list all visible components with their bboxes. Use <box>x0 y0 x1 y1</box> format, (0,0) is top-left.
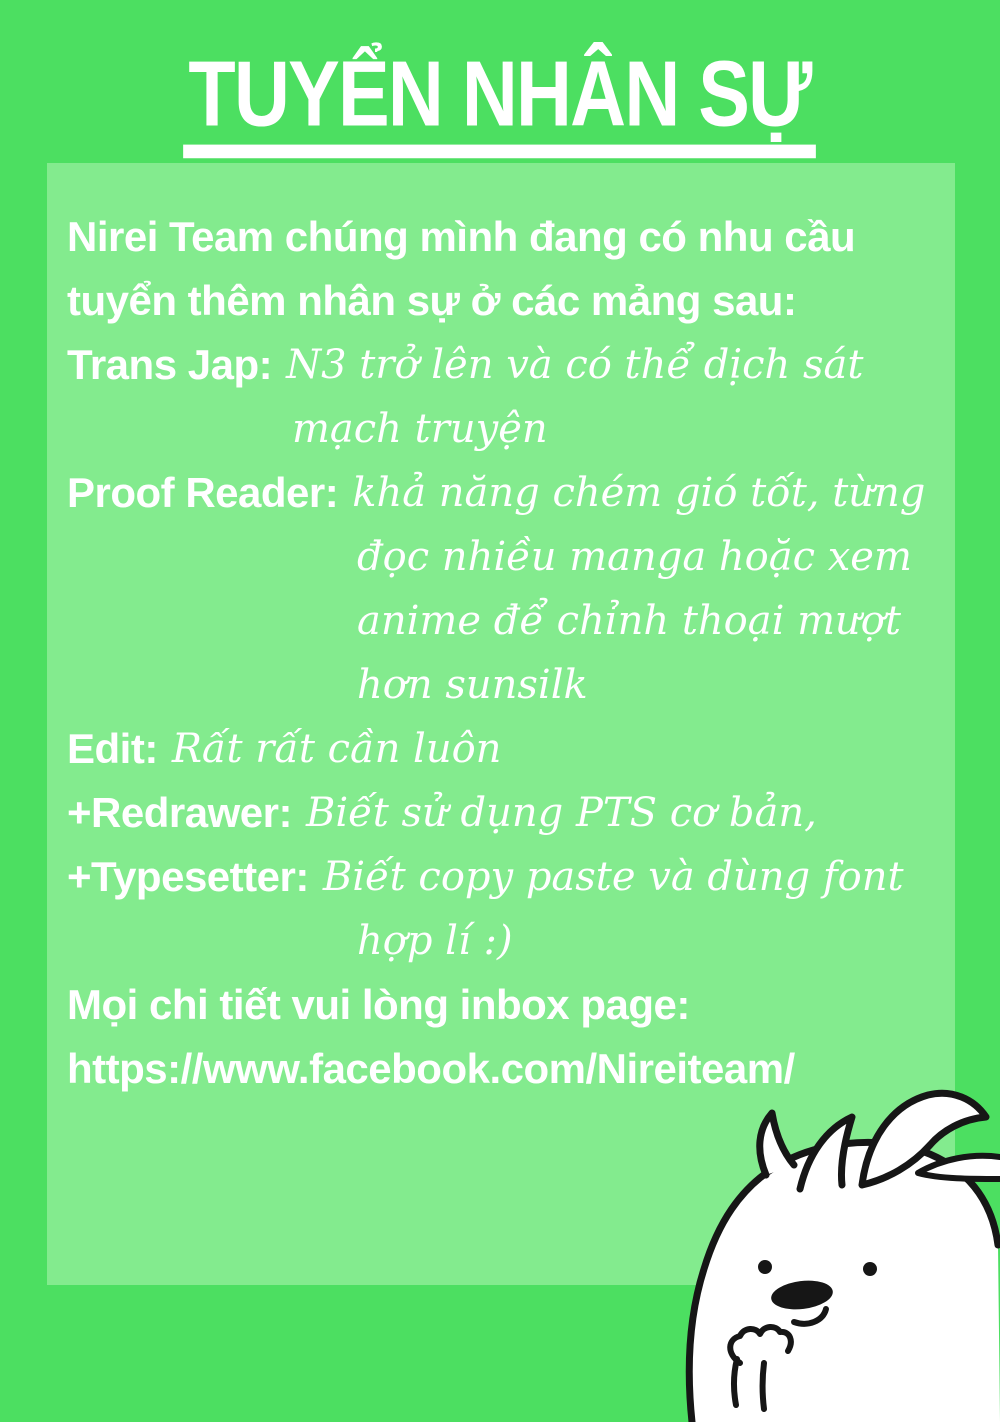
facebook-url-text: https://www.facebook.com/Nireiteam/ <box>67 1045 795 1092</box>
role-label: Proof Reader: <box>67 469 339 516</box>
role-line-proof-reader <box>67 653 935 717</box>
role-line-proof-reader <box>67 461 935 525</box>
mascot-character <box>680 1087 1000 1422</box>
intro-text: Nirei Team chúng mình đang có nhu cầu <box>67 213 856 260</box>
contact-line <box>67 973 935 1037</box>
role-desc: N3 trở lên và có thể dịch sát <box>286 342 864 388</box>
role-desc: Biết copy paste và dùng font <box>322 854 904 900</box>
mascot-arm-line-right <box>763 1363 765 1409</box>
role-desc: đọc nhiều manga hoặc xem <box>357 534 912 580</box>
mascot-arm-line-left <box>734 1359 737 1405</box>
role-desc: Rất rất cần luôn <box>171 726 502 772</box>
intro-line <box>67 269 935 333</box>
role-line-typesetter <box>67 909 935 973</box>
role-line-trans-jap <box>67 397 935 461</box>
title-area <box>0 41 1000 153</box>
role-label: Edit: <box>67 725 158 772</box>
role-line-edit <box>67 717 935 781</box>
mascot-eye-right <box>863 1262 877 1276</box>
intro-text: tuyển thêm nhân sự ở các mảng sau: <box>67 277 797 324</box>
role-line-redrawer <box>67 781 935 845</box>
role-desc: khả năng chém gió tốt, từng <box>352 470 926 516</box>
role-line-proof-reader <box>67 525 935 589</box>
intro-line <box>67 205 935 269</box>
mascot-hair-spike-small <box>760 1113 794 1175</box>
role-desc: anime để chỉnh thoại mượt <box>357 598 901 644</box>
role-label: Trans Jap: <box>67 341 273 388</box>
role-desc: hơn sunsilk <box>357 662 588 708</box>
role-desc: Biết sử dụng PTS cơ bản, <box>305 790 817 836</box>
role-label: +Typesetter: <box>67 853 309 900</box>
page-title: TUYỂN NHÂN SỰ <box>184 48 817 158</box>
contact-text: Mọi chi tiết vui lòng inbox page: <box>67 981 690 1028</box>
role-label: +Redrawer: <box>67 789 292 836</box>
role-line-trans-jap <box>67 333 935 397</box>
mascot-eye-left <box>758 1260 772 1274</box>
role-line-typesetter <box>67 845 935 909</box>
role-desc: mạch truyện <box>292 406 548 452</box>
role-line-proof-reader <box>67 589 935 653</box>
role-desc: hợp lí :) <box>357 918 513 964</box>
